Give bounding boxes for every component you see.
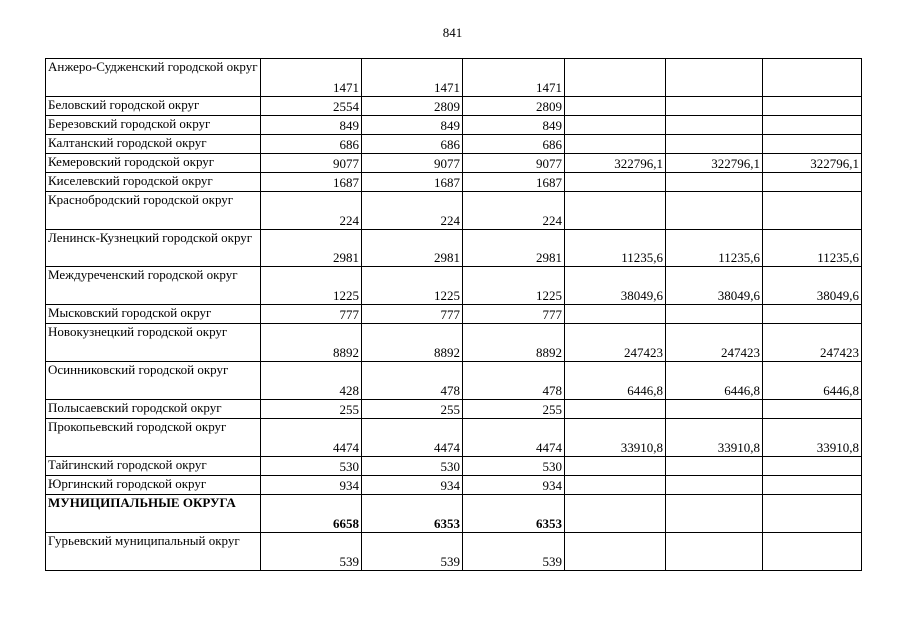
value-cell: 8892 — [261, 324, 362, 362]
municipality-name: Краснобродский городской округ — [46, 192, 261, 230]
value-cell: 224 — [261, 192, 362, 230]
municipality-name: Беловский городской округ — [46, 97, 261, 116]
value-cell: 33910,8 — [763, 419, 862, 457]
value-cell: 11235,6 — [666, 230, 763, 267]
value-cell — [666, 135, 763, 154]
table-row — [46, 192, 862, 230]
table-row — [46, 230, 862, 267]
value-cell — [565, 457, 666, 476]
value-cell: 934 — [261, 476, 362, 495]
value-cell: 247423 — [666, 324, 763, 362]
value-cell: 686 — [362, 135, 463, 154]
table-row — [46, 400, 862, 419]
value-cell: 539 — [362, 533, 463, 571]
value-cell: 9077 — [362, 154, 463, 173]
value-cell: 9077 — [463, 154, 565, 173]
municipality-name: Полысаевский городской округ — [46, 400, 261, 419]
value-cell: 33910,8 — [666, 419, 763, 457]
value-cell — [763, 59, 862, 97]
value-cell: 322796,1 — [763, 154, 862, 173]
municipality-name: Юргинский городской округ — [46, 476, 261, 495]
value-cell: 1687 — [463, 173, 565, 192]
value-cell — [666, 476, 763, 495]
value-cell: 2554 — [261, 97, 362, 116]
value-cell: 255 — [463, 400, 565, 419]
municipality-name: Междуреченский городской округ — [46, 267, 261, 305]
budget-table — [45, 58, 862, 571]
value-cell: 849 — [463, 116, 565, 135]
municipality-name: Новокузнецкий городской округ — [46, 324, 261, 362]
value-cell — [565, 97, 666, 116]
municipality-name: Ленинск-Кузнецкий городской округ — [46, 230, 261, 267]
value-cell — [565, 192, 666, 230]
value-cell — [763, 116, 862, 135]
municipality-name: Осинниковский городской округ — [46, 362, 261, 400]
value-cell — [666, 173, 763, 192]
value-cell: 4474 — [261, 419, 362, 457]
table-row — [46, 97, 862, 116]
value-cell: 849 — [261, 116, 362, 135]
table-row — [46, 267, 862, 305]
value-cell — [763, 135, 862, 154]
value-cell: 8892 — [463, 324, 565, 362]
value-cell — [666, 495, 763, 533]
value-cell: 2981 — [261, 230, 362, 267]
value-cell: 2809 — [362, 97, 463, 116]
value-cell: 38049,6 — [763, 267, 862, 305]
value-cell — [666, 400, 763, 419]
value-cell — [763, 533, 862, 571]
table-row — [46, 419, 862, 457]
value-cell: 1471 — [261, 59, 362, 97]
value-cell — [763, 192, 862, 230]
value-cell: 539 — [463, 533, 565, 571]
section-total-row — [46, 495, 862, 533]
value-cell: 530 — [362, 457, 463, 476]
value-cell: 934 — [362, 476, 463, 495]
municipality-name: Прокопьевский городской округ — [46, 419, 261, 457]
value-cell — [666, 116, 763, 135]
value-cell: 1687 — [261, 173, 362, 192]
value-cell — [565, 135, 666, 154]
value-cell: 6446,8 — [763, 362, 862, 400]
value-cell — [763, 457, 862, 476]
value-cell: 1471 — [362, 59, 463, 97]
value-cell — [763, 476, 862, 495]
municipality-name: Березовский городской округ — [46, 116, 261, 135]
table-row — [46, 305, 862, 324]
value-cell: 530 — [261, 457, 362, 476]
table-row — [46, 476, 862, 495]
table-row — [46, 154, 862, 173]
value-cell: 1471 — [463, 59, 565, 97]
municipality-name: Киселевский городской округ — [46, 173, 261, 192]
value-cell — [565, 305, 666, 324]
value-cell — [666, 305, 763, 324]
value-cell — [666, 533, 763, 571]
value-cell: 1225 — [463, 267, 565, 305]
table-row — [46, 324, 862, 362]
value-cell: 6446,8 — [565, 362, 666, 400]
page-number: 841 — [442, 25, 463, 40]
table-row — [46, 173, 862, 192]
municipality-name: Тайгинский городской округ — [46, 457, 261, 476]
value-cell: 11235,6 — [763, 230, 862, 267]
value-cell — [565, 173, 666, 192]
value-cell: 6353 — [362, 495, 463, 533]
table-row — [46, 362, 862, 400]
table-row — [46, 457, 862, 476]
value-cell: 777 — [463, 305, 565, 324]
value-cell — [565, 533, 666, 571]
value-cell — [763, 495, 862, 533]
value-cell: 539 — [261, 533, 362, 571]
value-cell — [565, 116, 666, 135]
value-cell: 777 — [261, 305, 362, 324]
value-cell: 247423 — [565, 324, 666, 362]
value-cell: 686 — [261, 135, 362, 154]
value-cell — [565, 59, 666, 97]
section-heading: МУНИЦИПАЛЬНЫЕ ОКРУГА — [46, 495, 261, 533]
value-cell: 530 — [463, 457, 565, 476]
value-cell — [565, 476, 666, 495]
value-cell: 1225 — [362, 267, 463, 305]
table-row — [46, 116, 862, 135]
value-cell: 255 — [261, 400, 362, 419]
value-cell: 478 — [463, 362, 565, 400]
value-cell: 224 — [463, 192, 565, 230]
value-cell — [763, 305, 862, 324]
table-row — [46, 533, 862, 571]
value-cell: 4474 — [362, 419, 463, 457]
value-cell — [565, 495, 666, 533]
municipality-name: Кемеровский городской округ — [46, 154, 261, 173]
value-cell — [565, 400, 666, 419]
value-cell: 255 — [362, 400, 463, 419]
value-cell: 247423 — [763, 324, 862, 362]
value-cell: 224 — [362, 192, 463, 230]
value-cell: 33910,8 — [565, 419, 666, 457]
value-cell: 38049,6 — [565, 267, 666, 305]
value-cell: 2981 — [362, 230, 463, 267]
municipality-name: Анжеро-Судженский городской округ — [46, 59, 261, 97]
value-cell: 322796,1 — [565, 154, 666, 173]
value-cell: 428 — [261, 362, 362, 400]
value-cell — [666, 97, 763, 116]
value-cell: 8892 — [362, 324, 463, 362]
value-cell — [763, 173, 862, 192]
municipality-name: Мысковский городской округ — [46, 305, 261, 324]
value-cell: 322796,1 — [666, 154, 763, 173]
value-cell: 478 — [362, 362, 463, 400]
value-cell: 38049,6 — [666, 267, 763, 305]
value-cell: 777 — [362, 305, 463, 324]
value-cell: 11235,6 — [565, 230, 666, 267]
municipality-name: Калтанский городской округ — [46, 135, 261, 154]
value-cell: 2809 — [463, 97, 565, 116]
table-row — [46, 135, 862, 154]
value-cell: 1687 — [362, 173, 463, 192]
municipality-name: Гурьевский муниципальный округ — [46, 533, 261, 571]
value-cell: 6658 — [261, 495, 362, 533]
value-cell: 1225 — [261, 267, 362, 305]
value-cell: 9077 — [261, 154, 362, 173]
value-cell: 4474 — [463, 419, 565, 457]
value-cell: 2981 — [463, 230, 565, 267]
value-cell — [666, 59, 763, 97]
table-row — [46, 59, 862, 97]
value-cell — [666, 457, 763, 476]
value-cell — [666, 192, 763, 230]
value-cell: 6353 — [463, 495, 565, 533]
value-cell: 6446,8 — [666, 362, 763, 400]
value-cell: 686 — [463, 135, 565, 154]
value-cell — [763, 97, 862, 116]
value-cell: 934 — [463, 476, 565, 495]
value-cell: 849 — [362, 116, 463, 135]
value-cell — [763, 400, 862, 419]
